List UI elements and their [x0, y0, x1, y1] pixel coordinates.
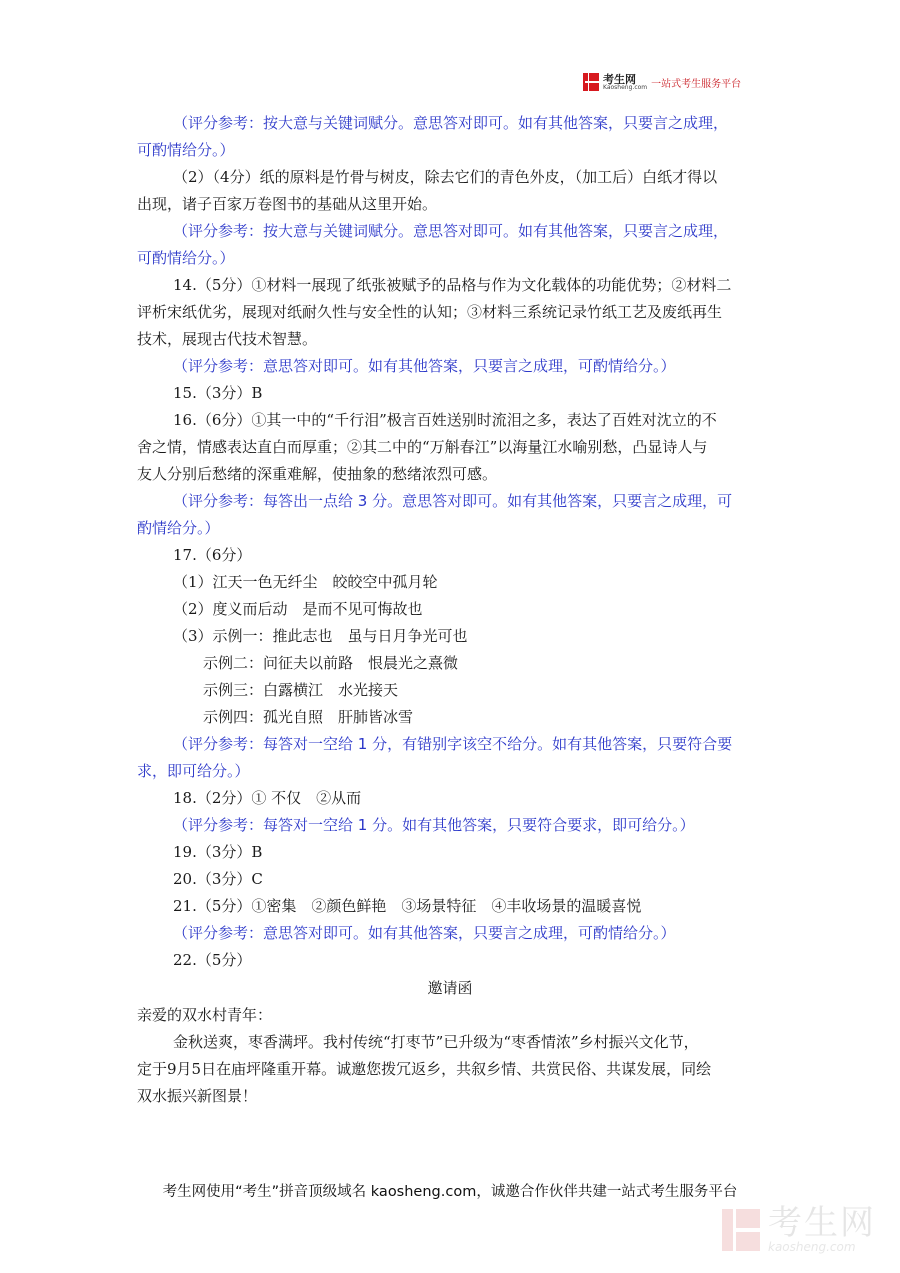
brand-logo[interactable] [582, 70, 741, 94]
text-line: 19.（3分）B [173, 843, 263, 861]
text-line: （评分参考：每答出一点给 3 分。意思答对即可。如有其他答案，只要言之成理，可 [173, 492, 733, 510]
watermark [720, 1205, 876, 1255]
text-line: （评分参考：按大意与关键词赋分。意思答对即可。如有其他答案，只要言之成理， [173, 114, 729, 132]
text-line: （评分参考：按大意与关键词赋分。意思答对即可。如有其他答案，只要言之成理， [173, 222, 729, 240]
text-line: 金秋送爽，枣香满坪。我村传统“打枣节”已升级为“枣香情浓”乡村振兴文化节， [173, 1033, 699, 1051]
text-line: （评分参考：意思答对即可。如有其他答案，只要言之成理，可酌情给分。） [173, 357, 676, 375]
text-line: 酌情给分。） [137, 519, 220, 537]
text-line: 出现，诸子百家万卷图书的基础从这里开始。 [137, 195, 438, 213]
text-line: 双水振兴新图景！ [137, 1087, 258, 1105]
text-line: 可酌情给分。） [137, 249, 235, 267]
text-line: 评析宋纸优劣，展现对纸耐久性与安全性的认知；③材料三系统记录竹纸工艺及废纸再生 [137, 303, 723, 321]
text-line: （评分参考：每答对一空给 1 分，有错别字该空不给分。如有其他答案，只要符合要 [173, 735, 733, 753]
text-line: 亲爱的双水村青年： [137, 1006, 273, 1024]
text-line: （3）示例一：推此志也 虽与日月争光可也 [173, 627, 468, 645]
kaosheng-logo-icon [582, 72, 600, 92]
text-line: 友人分别后愁绪的深重难解，使抽象的愁绪浓烈可感。 [137, 465, 498, 483]
text-line: 22.（5分） [173, 951, 252, 969]
text-line: 示例四：孤光自照 肝肺皆冰雪 [203, 708, 414, 726]
text-line: 示例三：白露横江 水光接天 [203, 681, 399, 699]
text-line: 15.（3分）B [173, 384, 263, 402]
watermark-domain: kaosheng.com [768, 1240, 856, 1254]
logo-slogan: 一站式考生服务平台 [651, 78, 742, 90]
text-line: 14.（5分）①材料一展现了纸张被赋予的品格与作为文化载体的功能优势；②材料二 [173, 276, 732, 294]
logo-name: 考生网 [603, 72, 636, 86]
text-line: （2）（4分）纸的原料是竹骨与树皮，除去它们的青色外皮，（加工后）白纸才得以 [173, 168, 718, 186]
text-line: 示例二：问征夫以前路 恨晨光之熹微 [203, 654, 459, 672]
text-line: 17.（6分） [173, 546, 252, 564]
text-line: 可酌情给分。） [137, 141, 235, 159]
text-line: 18.（2分）① 不仅 ②从而 [173, 789, 362, 807]
watermark-name: 考生网 [768, 1203, 876, 1243]
text-line: 16.（6分）①其一中的“千行泪”极言百姓送别时流泪之多，表达了百姓对沈立的不 [173, 411, 717, 429]
letter-title: 邀请函 [427, 979, 473, 997]
kaosheng-watermark-icon [720, 1207, 762, 1253]
text-line: 技术，展现古代技术智慧。 [137, 330, 318, 348]
text-line: 舍之情，情感表达直白而厚重；②其二中的“万斛春江”以海量江水喻别愁，凸显诗人与 [137, 438, 708, 456]
text-line: （评分参考：每答对一空给 1 分。如有其他答案，只要符合要求，即可给分。） [173, 816, 695, 834]
text-line: 21.（5分）①密集 ②颜色鲜艳 ③场景特征 ④丰收场景的温暖喜悦 [173, 897, 642, 915]
logo-domain: Kaosheng.com [603, 83, 648, 91]
page-footer: 考生网使用“考生”拼音顶级域名 kaosheng.com，诚邀合作伙伴共建一站式考生服务平台 [162, 1184, 738, 1200]
text-line: （2）度义而后动 是而不见可悔故也 [173, 600, 423, 618]
text-line: 求，即可给分。） [137, 762, 250, 780]
text-line: 定于9月5日在庙坪隆重开幕。诚邀您拨冗返乡，共叙乡情、共赏民俗、共谋发展，同绘 [137, 1060, 712, 1078]
text-line: 20.（3分）C [173, 870, 263, 888]
text-line: （1）江天一色无纤尘 皎皎空中孤月轮 [173, 573, 438, 591]
text-line: （评分参考：意思答对即可。如有其他答案，只要言之成理，可酌情给分。） [173, 924, 676, 942]
